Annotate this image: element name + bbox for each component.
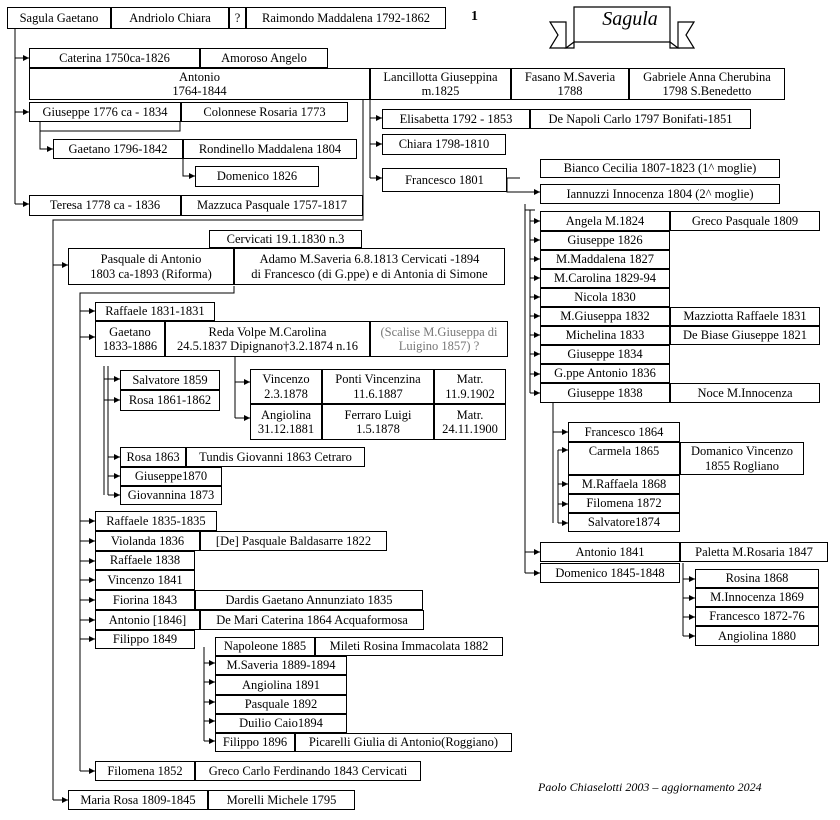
page-number: 1 — [471, 9, 478, 24]
person-box: M.Giuseppa 1832 — [540, 307, 670, 326]
person-box: Rosina 1868 — [695, 569, 819, 588]
person-box: Filomena 1872 — [568, 494, 680, 513]
spouse-box: Ponti Vincenzina 11.6.1887 — [322, 369, 434, 404]
spouse-box: Reda Volpe M.Carolina 24.5.1837 Dipignano†3.2.1874 n.16 — [165, 321, 370, 357]
person-box: Sagula Gaetano — [7, 7, 111, 29]
person-box: Rosa 1861-1862 — [120, 390, 220, 411]
spouse-box: Adamo M.Saveria 6.8.1813 Cervicati -1894 di Francesco (di G.ppe) e di Antonia di Simone — [234, 248, 505, 285]
spouse-box: Raimondo Maddalena 1792-1862 — [246, 7, 446, 29]
spouse-box: Domanico Vincenzo 1855 Rogliano — [680, 442, 804, 475]
spouse-box: Morelli Michele 1795 — [208, 790, 355, 810]
person-box: Salvatore 1859 — [120, 370, 220, 390]
person-box: Antonio 1841 — [540, 542, 680, 562]
marriage-date: Matr. 11.9.1902 — [434, 369, 506, 404]
person-box: M.Maddalena 1827 — [540, 250, 670, 269]
person-box: Elisabetta 1792 - 1853 — [382, 109, 530, 129]
author-credit: Paolo Chiaselotti 2003 – aggiornamento 2024 — [538, 780, 762, 794]
spouse-box: Mazzuca Pasquale 1757-1817 — [181, 195, 363, 216]
person-box: Filippo 1896 — [215, 733, 295, 752]
person-box: Raffaele 1831-1831 — [95, 302, 215, 321]
person-box: Filippo 1849 — [95, 630, 195, 649]
person-box: Caterina 1750ca-1826 — [29, 48, 200, 68]
person-box: Pasquale di Antonio 1803 ca-1893 (Riforma) — [68, 248, 234, 285]
spouse-box: Mazziotta Raffaele 1831 — [670, 307, 820, 326]
person-box: Carmela 1865 — [568, 442, 680, 475]
spouse-box: Amoroso Angelo — [200, 48, 328, 68]
spouse-box: Tundis Giovanni 1863 Cetraro — [186, 447, 365, 467]
spouse-box: Picarelli Giulia di Antonio(Roggiano) — [295, 733, 512, 752]
person-box: Gaetano 1796-1842 — [53, 139, 183, 159]
spouse-box: Noce M.Innocenza — [670, 383, 820, 403]
spouse-box: Lancillotta Giuseppina m.1825 — [370, 68, 511, 100]
person-box: Pasquale 1892 — [215, 695, 347, 714]
spouse-box: Paletta M.Rosaria 1847 — [680, 542, 828, 562]
person-box: M.Raffaela 1868 — [568, 475, 680, 494]
person-box: Domenico 1826 — [195, 166, 319, 187]
person-box: Francesco 1872-76 — [695, 607, 819, 626]
marriage-date: Matr. 24.11.1900 — [434, 404, 506, 440]
person-box: Angela M.1824 — [540, 211, 670, 231]
spouse-box: Bianco Cecilia 1807-1823 (1^ moglie) — [540, 159, 780, 178]
spouse-box: Greco Pasquale 1809 — [670, 211, 820, 231]
person-box: Teresa 1778 ca - 1836 — [29, 195, 181, 216]
person-box: Salvatore1874 — [568, 513, 680, 532]
unknown-marker: ? — [229, 7, 246, 29]
person-box: Giuseppe1870 — [120, 467, 222, 486]
person-box: Nicola 1830 — [540, 288, 670, 307]
spouse-box: De Napoli Carlo 1797 Bonifati-1851 — [530, 109, 751, 129]
spouse-box: De Biase Giuseppe 1821 — [670, 326, 820, 345]
spouse-box: Mileti Rosina Immacolata 1882 — [315, 637, 503, 656]
person-box: Raffaele 1835-1835 — [95, 511, 217, 531]
person-box: Raffaele 1838 — [95, 551, 195, 570]
person-box: Giuseppe 1838 — [540, 383, 670, 403]
person-box: Chiara 1798-1810 — [382, 134, 506, 155]
spouse-box: Rondinello Maddalena 1804 — [183, 139, 357, 159]
person-box: Duilio Caio1894 — [215, 714, 347, 733]
person-box: Napoleone 1885 — [215, 637, 315, 656]
person-box: G.ppe Antonio 1836 — [540, 364, 670, 383]
person-box: Antonio 1764-1844 — [29, 68, 370, 100]
spouse-box: De Mari Caterina 1864 Acquaformosa — [200, 610, 424, 630]
person-box: Maria Rosa 1809-1845 — [68, 790, 208, 810]
person-box: Violanda 1836 — [95, 531, 200, 551]
person-box: Michelina 1833 — [540, 326, 670, 345]
person-box: Rosa 1863 — [120, 447, 186, 467]
spouse-box: Colonnese Rosaria 1773 — [181, 102, 348, 122]
person-box: Giuseppe 1776 ca - 1834 — [29, 102, 181, 122]
spouse-box: Dardis Gaetano Annunziato 1835 — [195, 590, 423, 610]
person-box: Francesco 1801 — [382, 168, 507, 192]
person-box: M.Innocenza 1869 — [695, 588, 819, 607]
person-box: Giuseppe 1834 — [540, 345, 670, 364]
spouse-box: [De] Pasquale Baldasarre 1822 — [200, 531, 387, 551]
person-box: M.Carolina 1829-94 — [540, 269, 670, 288]
person-box: Vincenzo 2.3.1878 — [250, 369, 322, 404]
person-box: Francesco 1864 — [568, 422, 680, 442]
person-box: Giovannina 1873 — [120, 486, 222, 505]
record-note: Cervicati 19.1.1830 n.3 — [209, 230, 362, 248]
person-box: M.Saveria 1889-1894 — [215, 656, 347, 675]
person-box: Filomena 1852 — [95, 761, 195, 781]
person-box: Fiorina 1843 — [95, 590, 195, 610]
spouse-box: Fasano M.Saveria 1788 — [511, 68, 629, 100]
person-box: Domenico 1845-1848 — [540, 563, 680, 583]
person-box: Giuseppe 1826 — [540, 231, 670, 250]
person-box: Angiolina 1880 — [695, 626, 819, 646]
spouse-box: Gabriele Anna Cherubina 1798 S.Benedetto — [629, 68, 785, 100]
person-box: Antonio [1846] — [95, 610, 200, 630]
spouse-box: Andriolo Chiara — [111, 7, 229, 29]
person-box: Vincenzo 1841 — [95, 570, 195, 590]
person-box: Angiolina 31.12.1881 — [250, 404, 322, 440]
person-box: Gaetano 1833-1886 — [95, 321, 165, 357]
family-name-title: Sagula — [602, 8, 658, 30]
spouse-box-uncertain: (Scalise M.Giuseppa di Luigino 1857) ? — [370, 321, 508, 357]
spouse-box: Iannuzzi Innocenza 1804 (2^ moglie) — [540, 184, 780, 204]
person-box: Angiolina 1891 — [215, 675, 347, 695]
spouse-box: Ferraro Luigi 1.5.1878 — [322, 404, 434, 440]
spouse-box: Greco Carlo Ferdinando 1843 Cervicati — [195, 761, 421, 781]
